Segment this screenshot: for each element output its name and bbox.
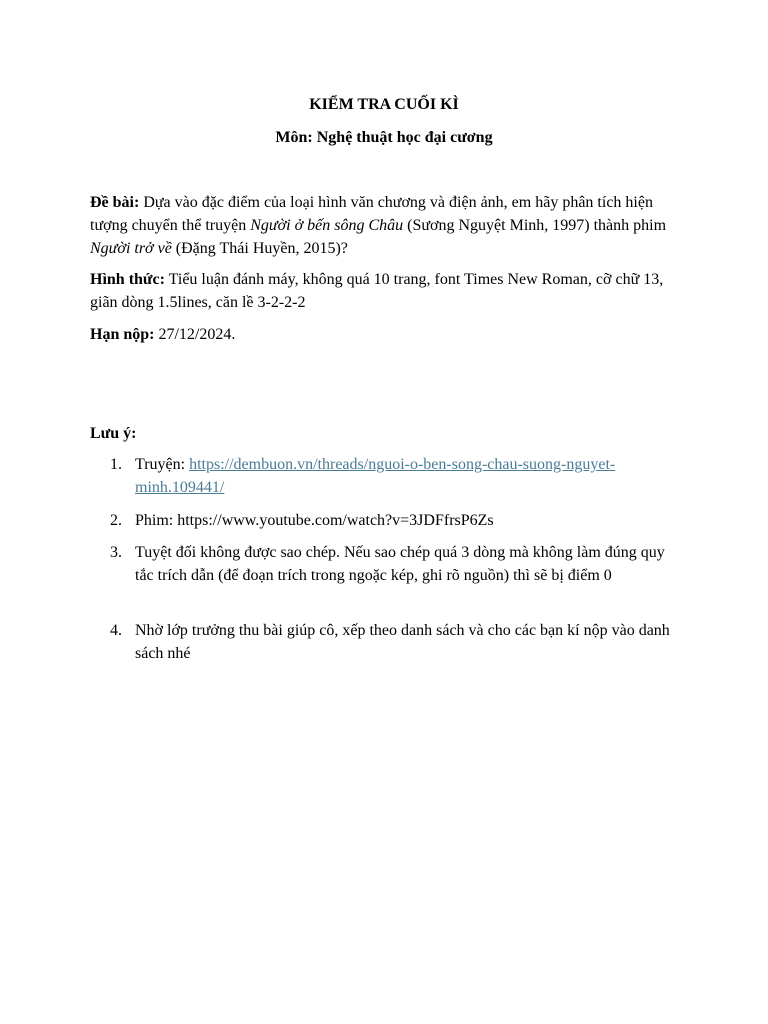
assignment-text-2: (Sương Nguyệt Minh, 1997) thành phim [403,217,667,234]
notes-label: Lưu ý: [90,425,137,442]
story-prefix: Truyện: [135,456,190,473]
list-item-body [135,454,675,499]
subject-title: Môn: Nghệ thuật học đại cương [275,129,493,146]
story-link[interactable] [135,456,615,496]
plagiarism-note: Tuyệt đối không được sao chép. Nếu sao chép quá 3 dòng mà không làm đúng quy tắc trích dẫn (để đoạn trích trong ngoặc kép, ghi rõ nguồn) thì sẽ bị điểm 0 [135,544,665,584]
list-item-number: 3. [110,544,122,561]
deadline-label: Hạn nộp: [90,326,155,343]
film-link-text: Phim: https://www.youtube.com/watch?v=3JDFfrsP6Zs [135,512,494,529]
deadline [90,323,690,346]
notes-heading [90,422,690,445]
story-title: Người ở bến sông Châu [250,217,404,234]
assignment-text-1: Dựa vào đặc điểm của loại hình văn chương và điện ảnh, em hãy phân tích hiện tượng chuyển thể truyện [90,194,653,234]
assignment-label: Đề bài: [90,194,140,211]
deadline-date: 27/12/2024. [154,326,236,343]
story-link-line2: minh.109441/ [135,478,225,496]
submission-note: Nhờ lớp trưởng thu bài giúp cô, xếp theo danh sách và cho các bạn kí nộp vào danh sách nhé [135,622,670,662]
format-text: Tiểu luận đánh máy, không quá 10 trang, font Times New Roman, cỡ chữ 13, giãn dòng 1.5lines, căn lề 3-2-2-2 [90,271,664,311]
film-title: Người trở về [90,240,172,257]
assignment-text-3: (Đặng Thái Huyền, 2015)? [171,240,348,257]
format-label: Hình thức: [90,271,165,288]
list-item-number: 2. [110,512,122,529]
format-requirements [90,268,690,314]
story-link-line1: https://dembuon.vn/threads/nguoi-o-ben-song-chau-suong-nguyet- [189,456,616,473]
page-title: KIỂM TRA CUỐI KÌ [309,96,459,113]
list-item-number: 4. [110,622,122,639]
list-item-number: 1. [110,456,122,473]
assignment-prompt [90,191,690,260]
